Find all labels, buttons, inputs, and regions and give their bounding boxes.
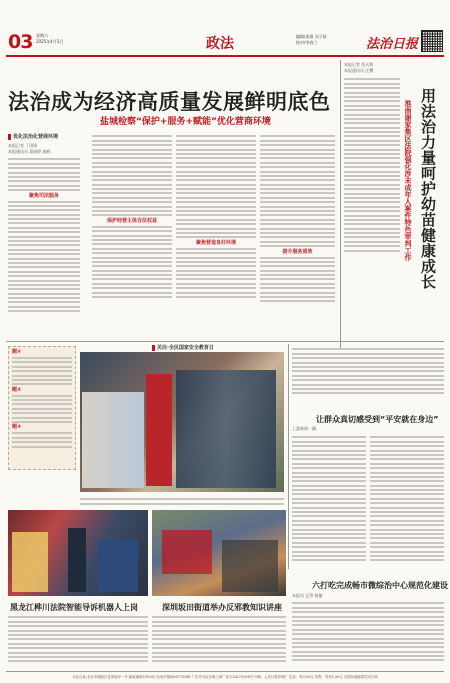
person-red — [146, 374, 172, 486]
lead-subhead: 盐城检察“保护+服务+赋能”优化营商环境 — [100, 117, 271, 127]
column-divider — [340, 60, 341, 350]
weekday: 星期六 — [36, 33, 48, 38]
banner-board — [162, 530, 212, 574]
editors — [296, 34, 327, 46]
students-group — [176, 370, 276, 488]
officer-figure — [68, 528, 86, 592]
right-reporters: 本报记者 范天娇 本报通讯员 汪樱 — [344, 62, 374, 73]
issue-date — [36, 33, 63, 45]
sidebar-item-2: 题② — [12, 386, 22, 393]
right-article-body — [344, 76, 400, 336]
lead-tag — [8, 133, 58, 140]
proofreader-line: 校对/李春兰 — [296, 40, 318, 45]
display-board — [82, 392, 144, 488]
right-bottom-text — [292, 600, 444, 670]
left-bottom-photo — [8, 510, 148, 596]
lead-tag-label: 优化法治化营商环境 — [13, 134, 59, 140]
sidebar-item-1: 题① — [12, 349, 22, 355]
mid-divider — [288, 344, 289, 569]
lead-subsection-3: 聚焦营造良好环境 — [195, 239, 236, 246]
qr-code-icon — [421, 30, 443, 52]
mid-right-column-2 — [370, 434, 444, 572]
masthead-logo: 法治日报 — [366, 37, 419, 52]
center-bottom-text — [152, 614, 286, 670]
header-rule — [6, 55, 444, 57]
right-bottom-reporter: 本报讯 记者 杨捷 — [292, 593, 323, 598]
audience-figures — [222, 540, 278, 592]
lead-byline: 本报记者 丁国锋 本报通讯员 葛丽婷 施辉 — [8, 143, 51, 154]
editor-line: 编辑/姜娟 刘子晗 — [296, 34, 327, 39]
lead-bottom-rule — [6, 341, 444, 342]
lead-subsection-1: 聚焦司法服务 — [28, 192, 59, 199]
tag-marker-icon — [8, 134, 11, 140]
right-bottom-headline: 六打吃完成畅市微综治中心规范化建设 — [312, 581, 448, 590]
lead-column-3 — [176, 133, 256, 338]
lead-column-4 — [260, 133, 335, 338]
lead-headline: 法治成为经济高质量发展鲜明底色 — [8, 90, 331, 114]
center-bottom-photo — [152, 510, 286, 596]
section-title: 政法 — [206, 36, 234, 52]
mid-right-title: 让群众真切感受到“平安就在身边” — [316, 415, 439, 424]
right-article-subtitle: 淮南谢家集区法院强化涉未成年人案件特色审判工作 — [404, 100, 412, 261]
sidebar-box — [8, 346, 76, 470]
feature-photo — [80, 352, 284, 492]
sidebar-item-3: 题③ — [12, 424, 22, 431]
lead-column-1 — [8, 156, 80, 336]
feature-caption — [80, 496, 284, 508]
left-bottom-text — [8, 614, 148, 670]
center-bottom-headline: 深圳坂田街道举办反邪教知识讲座 — [162, 603, 282, 612]
date: 2025年4月5日 — [36, 39, 64, 44]
mid-right-column-1 — [292, 434, 366, 572]
feature-tag-label: 关注·全民国家安全教育日 — [157, 345, 214, 351]
lead-subsection-4: 提升服务质效 — [282, 248, 313, 255]
right-article-title: 用法治力量呵护幼苗健康成长 — [419, 88, 437, 290]
lead-subsection-2: 保护经营主体合法权益 — [106, 217, 157, 224]
page-number: 03 — [8, 31, 33, 53]
mid-right-reporters: 上游新闻一隅 — [292, 426, 316, 431]
visitors-figure — [98, 540, 138, 592]
mid-right-top-text — [292, 346, 444, 406]
lead-column-2 — [92, 133, 172, 338]
sidebar-box-text — [9, 347, 75, 469]
left-bottom-headline: 黑龙江桦川法院智能导诉机器人上岗 — [10, 603, 138, 612]
tag-marker-icon — [152, 345, 155, 351]
footer-text: 本社社址:北京市朝阳区花家地甲一号 邮政编码100102 电话中继线64772288 广告许可证京朝工商广登字20170156号 印刷：人民日报印刷厂 定价：每月24元 零售：每份1.50元 全国各地邮局均可订阅 — [72, 675, 378, 679]
robot-screen — [12, 532, 48, 592]
feature-tag — [152, 344, 214, 351]
footer-rule — [6, 671, 444, 672]
